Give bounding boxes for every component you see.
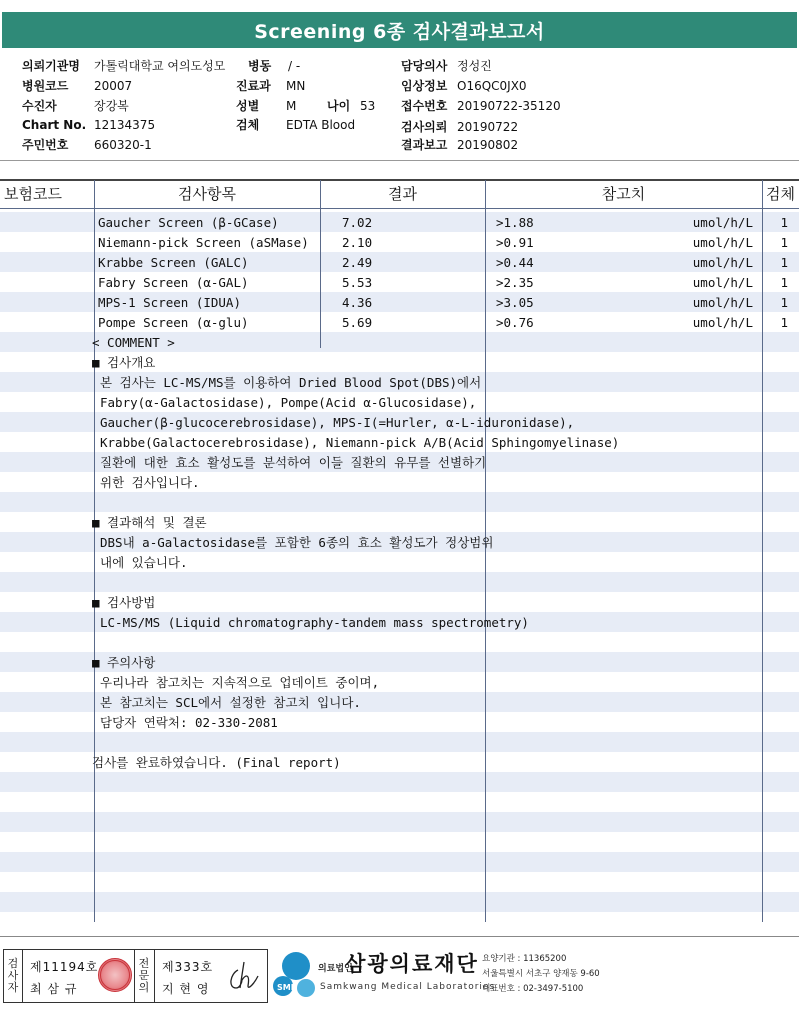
- specimen-cell: 1: [780, 235, 788, 250]
- top-rule: [0, 160, 799, 161]
- clinical-info-value: O16QC0JX0: [457, 79, 527, 93]
- report-date-value: 20190802: [457, 138, 519, 152]
- final-report-note: 검사를 완료하였습니다. (Final report): [92, 755, 341, 770]
- unit-cell: umol/h/L: [692, 295, 753, 310]
- org-prefix: 의료법인: [318, 964, 353, 974]
- overview-line: 위한 검사입니다.: [100, 475, 200, 490]
- id-label: 주민번호: [22, 138, 69, 152]
- doctor-value: 정성진: [457, 59, 492, 73]
- institution-value: 가톨릭대학교 여의도성모: [94, 59, 226, 73]
- col-result: 결과: [388, 185, 417, 203]
- header-bottom-rule: [0, 208, 799, 209]
- result-cell: 2.10: [342, 235, 373, 250]
- examiner-label: 검 사 자: [7, 957, 19, 994]
- unit-cell: umol/h/L: [692, 215, 753, 230]
- result-cell: 5.69: [342, 315, 373, 330]
- specialist-name: 지 현 영: [162, 982, 210, 996]
- hospital-code-label: 병원코드: [22, 79, 69, 93]
- id-value: 660320-1: [94, 138, 152, 152]
- request-date-label: 검사의뢰: [401, 120, 448, 134]
- reference-cell: >2.35: [496, 275, 534, 290]
- unit-cell: umol/h/L: [692, 315, 753, 330]
- specialist-signature-icon: [224, 958, 264, 996]
- clinical-info-label: 임상정보: [401, 79, 448, 93]
- chart-no-label: Chart No.: [22, 118, 87, 132]
- table-row: [0, 313, 799, 333]
- result-cell: 4.36: [342, 295, 373, 310]
- table-row: [0, 293, 799, 313]
- signature-divider: [134, 950, 135, 1002]
- org-name: 삼광의료재단: [345, 952, 479, 976]
- sml-logo-icon: [271, 948, 317, 1000]
- overview-line: Krabbe(Galactocerebrosidase), Niemann-pick A/B(Acid Sphingomyelinase): [100, 435, 620, 450]
- signature-divider: [22, 950, 23, 1002]
- institution-label: 의뢰기관명: [22, 59, 80, 73]
- overview-line: 질환에 대한 효소 활성도를 분석하여 이들 질환의 유무를 선별하기: [100, 455, 487, 470]
- dept-label: 진료과: [236, 79, 271, 93]
- col-reference: 참고치: [601, 185, 646, 203]
- age-value: 53: [360, 99, 376, 113]
- dept-value: MN: [286, 79, 306, 93]
- interpretation-title: ■ 결과해석 및 결론: [92, 515, 207, 530]
- sex-label: 성별: [236, 99, 260, 113]
- contact-info: [482, 952, 600, 997]
- unit-cell: umol/h/L: [692, 235, 753, 250]
- hospital-code-value: 20007: [94, 79, 133, 93]
- col-insurance-code: 보험코드: [4, 185, 62, 203]
- age-label: 나이: [327, 99, 351, 113]
- method-title: ■ 검사방법: [92, 595, 156, 610]
- table-row: [0, 213, 799, 233]
- caution-line: 우리나라 참고치는 지속적으로 업데이트 중이며,: [100, 675, 380, 690]
- col-specimen: 검체: [766, 185, 795, 203]
- test-item-cell: Gaucher Screen (β-GCase): [98, 215, 279, 230]
- caution-line: 담당자 연락처: 02-330-2081: [100, 715, 278, 730]
- result-cell: 2.49: [342, 255, 373, 270]
- result-cell: 7.02: [342, 215, 373, 230]
- ward-value: / -: [288, 59, 301, 73]
- specimen-label: 검체: [236, 118, 260, 132]
- org-english-name: Samkwang Medical Laboratories: [320, 982, 496, 992]
- reference-cell: >0.91: [496, 235, 534, 250]
- table-stripe: [0, 852, 799, 872]
- test-item-cell: Pompe Screen (α-glu): [98, 315, 249, 330]
- table-stripe: [0, 772, 799, 792]
- overview-line: Gaucher(β-glucocerebrosidase), MPS-I(=Hurler, α-L-iduronidase),: [100, 415, 575, 430]
- care-institution-no: 요양기관 : 11365200: [482, 954, 567, 964]
- table-stripe: [0, 572, 799, 592]
- patient-label: 수진자: [22, 99, 57, 113]
- specialist-no: 제333호: [162, 960, 214, 974]
- method-line: LC-MS/MS (Liquid chromatography-tandem mass spectrometry): [100, 615, 529, 630]
- table-stripe: [0, 892, 799, 912]
- specimen-cell: 1: [780, 275, 788, 290]
- specialist-label: 전 문 의: [138, 957, 150, 994]
- signature-divider: [154, 950, 155, 1002]
- footer: [0, 944, 799, 1013]
- organization: [318, 948, 496, 992]
- specimen-value: EDTA Blood: [286, 118, 356, 132]
- svg-text:SML: SML: [277, 983, 296, 992]
- interpretation-line: 내에 있습니다.: [100, 555, 188, 570]
- address: 서울특별시 서초구 양재동 9-60: [482, 969, 600, 979]
- table-row: [0, 273, 799, 293]
- unit-cell: umol/h/L: [692, 255, 753, 270]
- unit-cell: umol/h/L: [692, 275, 753, 290]
- report-title: Screening 6종 검사결과보고서: [2, 12, 797, 48]
- test-item-cell: MPS-1 Screen (IDUA): [98, 295, 241, 310]
- bottom-rule: [0, 936, 799, 937]
- comment-heading: < COMMENT >: [92, 335, 175, 350]
- interpretation-line: DBS내 a-Galactosidase를 포함한 6종의 효소 활성도가 정상범위: [100, 535, 494, 550]
- specimen-cell: 1: [780, 215, 788, 230]
- table-row: [0, 233, 799, 253]
- chart-no-value: 12134375: [94, 118, 156, 132]
- result-cell: 5.53: [342, 275, 373, 290]
- receipt-no-label: 접수번호: [401, 99, 448, 113]
- overview-line: Fabry(α-Galactosidase), Pompe(Acid α-Glucosidase),: [100, 395, 477, 410]
- reference-cell: >0.44: [496, 255, 534, 270]
- caution-title: ■ 주의사항: [92, 655, 156, 670]
- table-stripe: [0, 812, 799, 832]
- overview-title: ■ 검사개요: [92, 355, 156, 370]
- overview-line: 본 검사는 LC-MS/MS를 이용하여 Dried Blood Spot(DBS)에서: [100, 375, 482, 390]
- receipt-no-value: 20190722-35120: [457, 99, 561, 113]
- specimen-cell: 1: [780, 315, 788, 330]
- examiner-no: 제11194호: [30, 960, 99, 974]
- table-stripe: [0, 732, 799, 752]
- specimen-cell: 1: [780, 255, 788, 270]
- patient-value: 장강복: [94, 99, 129, 113]
- reference-cell: >1.88: [496, 215, 534, 230]
- test-item-cell: Krabbe Screen (GALC): [98, 255, 249, 270]
- sex-value: M: [286, 99, 297, 113]
- signature-box: [3, 949, 268, 1003]
- col-test-item: 검사항목: [178, 185, 236, 203]
- table-row: [0, 253, 799, 273]
- request-date-value: 20190722: [457, 120, 519, 134]
- reference-cell: >3.05: [496, 295, 534, 310]
- reference-cell: >0.76: [496, 315, 534, 330]
- examiner-seal-icon: [98, 958, 132, 992]
- test-item-cell: Niemann-pick Screen (aSMase): [98, 235, 309, 250]
- test-item-cell: Fabry Screen (α-GAL): [98, 275, 249, 290]
- examiner-name: 최 삼 규: [30, 982, 78, 996]
- doctor-label: 담당의사: [401, 59, 448, 73]
- phone: 대표번호 : 02-3497-5100: [482, 984, 584, 994]
- specimen-cell: 1: [780, 295, 788, 310]
- table-stripe: [0, 492, 799, 512]
- ward-label: 병동: [248, 59, 272, 73]
- report-date-label: 결과보고: [401, 138, 448, 152]
- caution-line: 본 참고치는 SCL에서 설정한 참고치 입니다.: [100, 695, 361, 710]
